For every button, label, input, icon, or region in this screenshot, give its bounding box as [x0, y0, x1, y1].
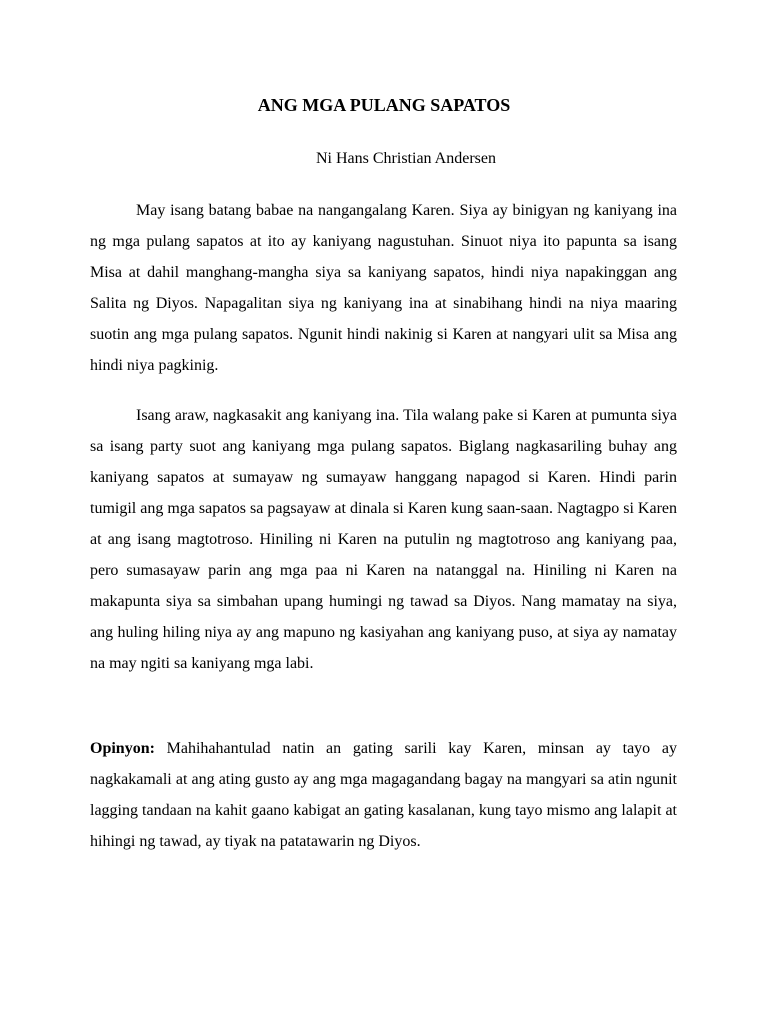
paragraph-2: Isang araw, nagkasakit ang kaniyang ina. Tila walang pake si Karen at pumunta siya sa isang party suot ang kaniyang mga pulang sapatos. Biglang nagkasariling buhay ang kaniyang sapatos at sumayaw ng sumayaw hanggang napagod si Karen. Hindi parin tumigil ang mga sapatos sa pagsayaw at dinala si Karen kung saan-saan. Nagtagpo si Karen at ang isang magtotroso. Hiniling ni Karen na putulin ng magtotroso ang kaniyang paa, pero sumasayaw parin ang mga paa ni Karen na natanggal na. Hiniling ni Karen na makapunta siya sa simbahan upang humingi ng tawad sa Diyos. Nang mamatay na siya, ang huling hiling niya ay ang mapuno ng kasiyahan ang kaniyang puso, at siya ay namatay na may ngiti sa kaniyang mga labi. [90, 407, 677, 672]
paragraph-1: May isang batang babae na nangangalang Karen. Siya ay binigyan ng kaniyang ina ng mga pulang sapatos at ito ay kaniyang nagustuhan. Sinuot niya ito papunta sa isang Misa at dahil manghang-mangha siya sa kaniyang sapatos, hindi niya napakinggan ang Salita ng Diyos. Napagalitan siya ng kaniyang ina at sinabihang hindi na niya maaring suotin ang mga pulang sapatos. Ngunit hindi nakinig si Karen at nangyari ulit sa Misa ang hindi niya pagkinig. [90, 202, 677, 374]
document-title: ANG MGA PULANG SAPATOS [257, 95, 511, 115]
opinion-text: Mahihahantulad natin an gating sarili kay Karen, minsan ay tayo ay nagkakamali at ang ating gusto ay ang mga magagandang bagay na mangyari sa atin ngunit lagging tandaan na kahit gaano kabigat an gating kasalanan, kung tayo mismo ang lalapit at hihingi ng tawad, ay tiyak na patatawarin ng Diyos. [90, 740, 678, 850]
opinion-paragraph [90, 733, 677, 857]
opinion-label: Opinyon: [90, 740, 155, 757]
document-author: Ni Hans Christian Andersen [316, 150, 496, 167]
